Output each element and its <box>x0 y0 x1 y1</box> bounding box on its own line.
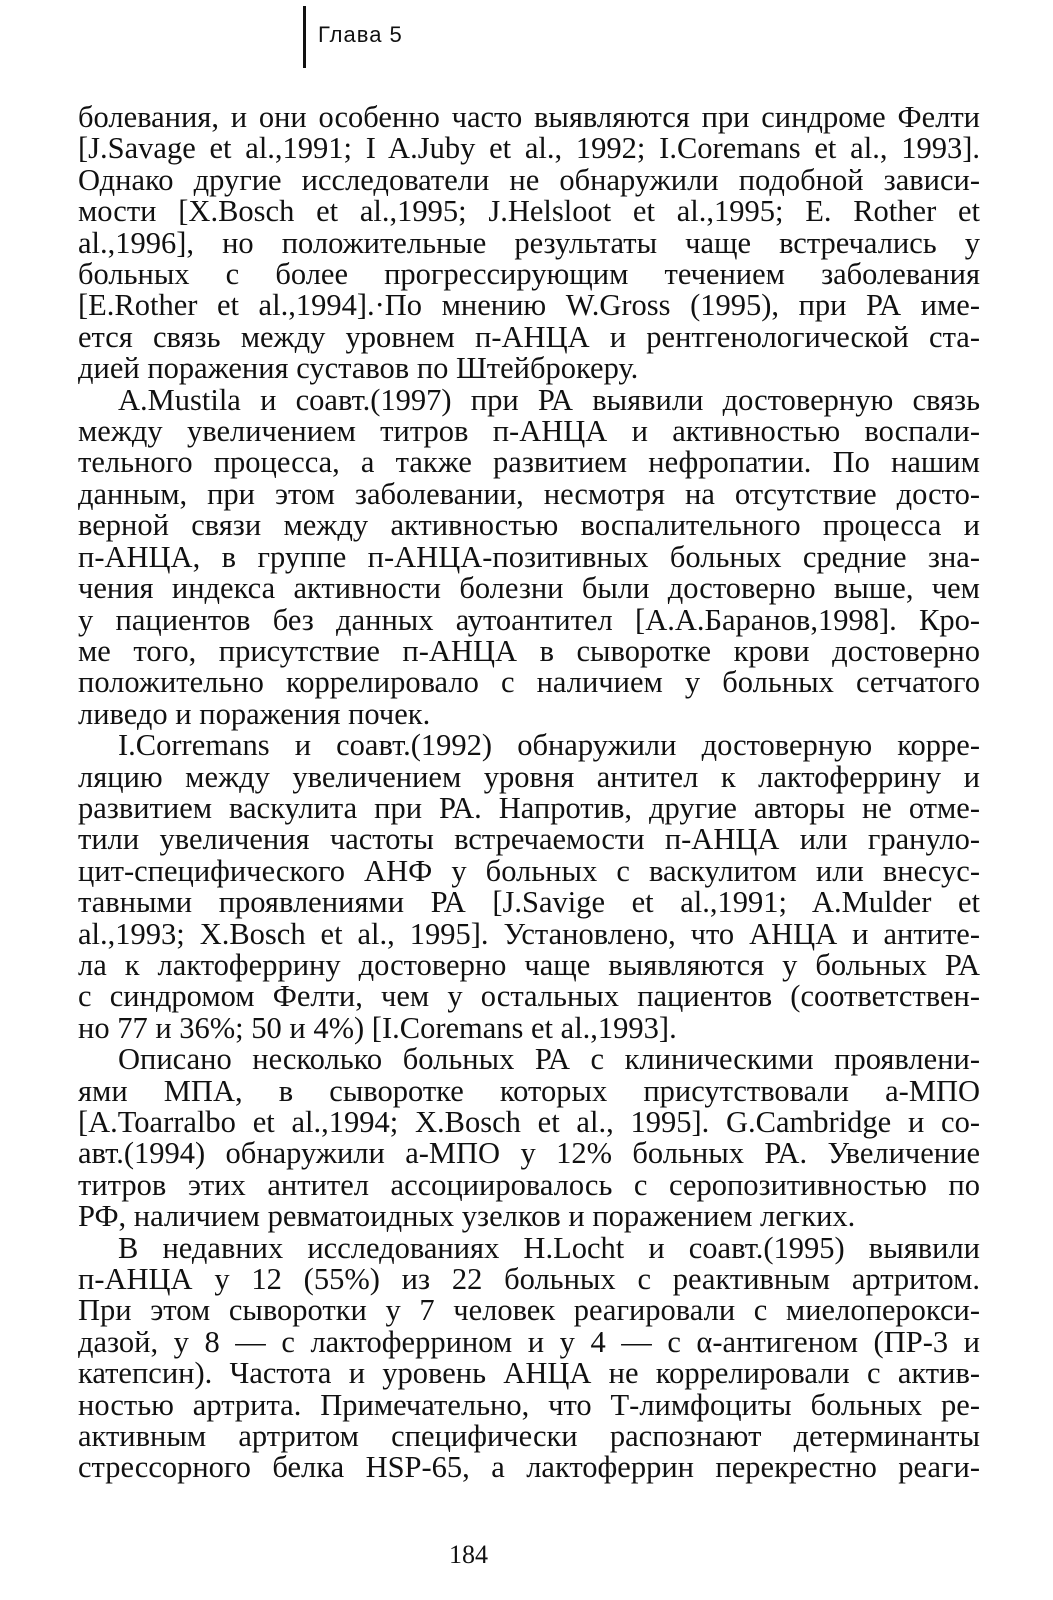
text-line: у пациентов без данных аутоантител [А.А.Баранов,1998]. Кро- <box>78 602 980 637</box>
text-line: При этом сыворотки у 7 человек реагировали с миелоперокси- <box>78 1293 980 1328</box>
text-line: п-АНЦА, в группе п-АНЦА-позитивных больных средние зна- <box>78 539 980 574</box>
text-line: тельного процесса, а также развитием нефропатии. По нашим <box>78 445 980 480</box>
text-line: ла к лактоферрину достоверно чаще выявляются у больных РА <box>78 947 980 982</box>
text-line: [A.Toarralbo et al.,1994; X.Bosch et al., 1995]. G.Cambridge и со- <box>78 1105 980 1139</box>
text-line: al.,1993; X.Bosch et al., 1995]. Установлено, что АНЦА и антите- <box>78 916 980 951</box>
text-line: [E.Rother et al.,1994].·По мнению W.Gross (1995), при РА име- <box>78 288 980 323</box>
text-line: ностью артрита. Примечательно, что Т-лимфоциты больных ре- <box>78 1387 980 1422</box>
page-number: 184 <box>449 1540 488 1569</box>
text-line: I.Corremans и соавт.(1992) обнаружили достоверную корре- <box>118 728 980 763</box>
running-head: Глава 5 <box>318 22 403 47</box>
text-line: В недавних исследованиях H.Locht и соавт.(1995) выявили <box>118 1230 980 1265</box>
text-line: ется связь между уровнем п-АНЦА и рентгенологической ста- <box>78 319 980 354</box>
text-line: титров этих антител ассоциировалось с серопозитивностью по <box>78 1167 980 1202</box>
text-line: верной связи между активностью воспалительного процесса и <box>78 508 980 543</box>
text-line: al.,1996], но положительные результаты чаще встречались у <box>78 225 980 260</box>
text-line: цит-специфического АНФ у больных с васкулитом или внесус- <box>78 853 980 888</box>
text-line: A.Mustila и соавт.(1997) при РА выявили достоверную связь <box>118 382 980 417</box>
text-line: тавными проявлениями РА [J.Savige et al.,1991; A.Mulder et <box>78 885 980 920</box>
text-line: ями МПА, в сыворотке которых присутствовали а-МПО <box>78 1073 980 1108</box>
text-line: дией поражения суставов по Штейброкеру. <box>78 351 639 386</box>
text-line: но 77 и 36%; 50 и 4%) [I.Coremans et al.,1993]. <box>78 1010 677 1045</box>
text-line: с синдромом Фелти, чем у остальных пациентов (соответствен- <box>78 979 980 1014</box>
text-line: положительно коррелировало с наличием у больных сетчатого <box>78 665 980 700</box>
text-line: Описано несколько больных РА с клиническими проявлени- <box>118 1042 980 1077</box>
text-line: между увеличением титров п-АНЦА и активностью воспали- <box>78 414 980 449</box>
text-line: болевания, и они особенно часто выявляются при синдроме Фелти <box>78 100 980 134</box>
text-line: ляцию между увеличением уровня антител к лактоферрину и <box>78 759 980 794</box>
text-line: [J.Savage et al.,1991; I A.Juby et al., 1992; I.Coremans et al., 1993]. <box>78 131 980 166</box>
text-line: п-АНЦА у 12 (55%) из 22 больных с реактивным артритом. <box>78 1262 980 1297</box>
text-line: данным, при этом заболевании, несмотря на отсутствие досто- <box>78 476 980 511</box>
text-line: активным артритом специфически распознают детерминанты <box>78 1419 980 1454</box>
text-line: больных с более прогрессирующим течением заболевания <box>78 257 980 292</box>
text-line: развитием васкулита при РА. Напротив, другие авторы не отме- <box>78 790 980 825</box>
text-line: ме того, присутствие п-АНЦА в сыворотке крови достоверно <box>78 633 980 668</box>
body-text <box>78 102 980 1484</box>
text-line: РФ, наличием ревматоидных узелков и поражением легких. <box>78 1199 856 1234</box>
text-line: катепсин). Частота и уровень АНЦА не коррелировали с актив- <box>78 1356 980 1391</box>
text-line: Однако другие исследователи не обнаружили подобной зависи- <box>78 162 980 197</box>
text-line: мости [X.Bosch et al.,1995; J.Helsloot et al.,1995; E. Rother et <box>78 194 980 229</box>
text-line: авт.(1994) обнаружили а-МПО у 12% больных РА. Увеличение <box>78 1136 980 1171</box>
header-rule <box>303 6 306 68</box>
text-line: стрессорного белка HSP-65, а лактоферрин перекрестно реаги- <box>78 1450 980 1485</box>
text-line: тили увеличения частоты встречаемости п-АНЦА или грануло- <box>78 822 980 857</box>
text-line: чения индекса активности болезни были достоверно выше, чем <box>78 571 980 606</box>
text-line: дазой, у 8 — с лактоферрином и у 4 — с α-антигеном (ПР-3 и <box>78 1324 980 1359</box>
text-line: ливедо и поражения почек. <box>78 696 431 731</box>
